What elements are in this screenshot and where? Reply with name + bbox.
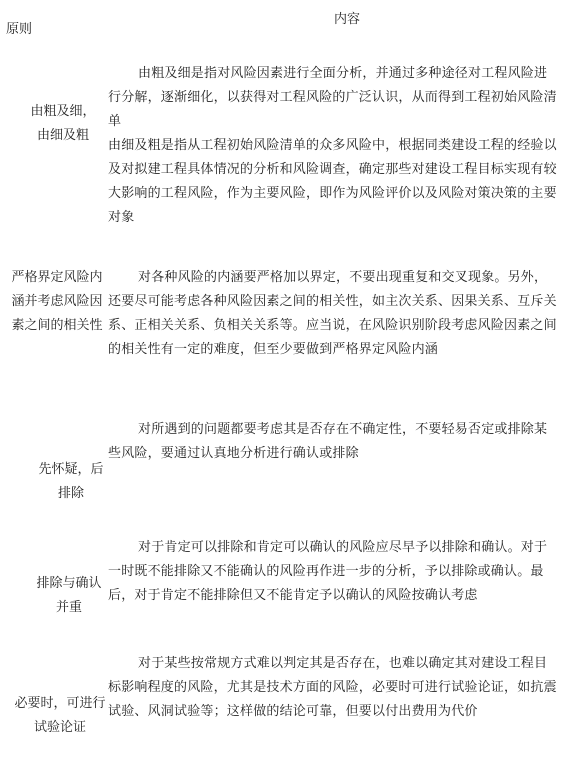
content-cell (108, 266, 560, 362)
content-paragraph: 由粗及细是指对风险因素进行全面分析，并通过多种途径对工程风险进行分解，逐渐细化，以获得对工程风险的广泛认识，从而得到工程初始风险清单 (108, 66, 557, 129)
principle-cell: 必要时，可进行试验论证 (14, 696, 106, 735)
content-paragraph: 对所遇到的问题都要考虑其是否存在不确定性，不要轻易否定或排除某些风险，要通过认真地分析进行确认或排除 (108, 422, 548, 461)
content-paragraph: 对于肯定可以排除和肯定可以确认的风险应尽早予以排除和确认。对于一时既不能排除又不能确认的风险再作进一步的分析，予以排除或确认。最后，对于肯定不能排除但又不能肯定予以确认的风险按确认考虑 (108, 540, 548, 603)
content-cell (108, 62, 560, 230)
content-paragraph: 对各种风险的内涵要严格加以界定，不要出现重复和交叉现象。另外，还要尽可能考虑各种风险因素之间的相关性，如主次关系、因果关系、互斥关系、正相关关系、负相关关系等。应当说，在风险识别阶段考虑风险因素之间的相关性有一定的难度，但至少要做到严格界定风险内涵 (108, 270, 557, 357)
principle-cell: 严格界定风险内涵并考虑风险因素之间的相关性 (11, 270, 103, 333)
principle-cell: 由粗及细，由细及粗 (30, 104, 96, 143)
principle-cell: 排除与确认并重 (36, 576, 102, 615)
content-cell (108, 536, 560, 608)
content-paragraph: 由细及粗是指从工程初始风险清单的众多风险中，根据同类建设工程的经验以及对拟建工程具体情况的分析和风险调查，确定那些对建设工程目标实现有较大影响的工程风险，作为主要风险，即作为风险评价以及风险对策决策的主要对象 (108, 138, 557, 225)
table-header-content: 内容 (334, 12, 361, 27)
content-cell (108, 652, 560, 724)
content-paragraph: 对于某些按常规方式难以判定其是否存在，也难以确定其对建设工程目标影响程度的风险，尤其是技术方面的风险，必要时可进行试验论证，如抗震试验、风洞试验等；这样做的结论可靠，但要以付出费用为代价 (108, 656, 557, 719)
principle-cell: 先怀疑，后排除 (38, 462, 104, 501)
content-cell (108, 418, 560, 466)
table-header-principle: 原则 (6, 22, 33, 37)
